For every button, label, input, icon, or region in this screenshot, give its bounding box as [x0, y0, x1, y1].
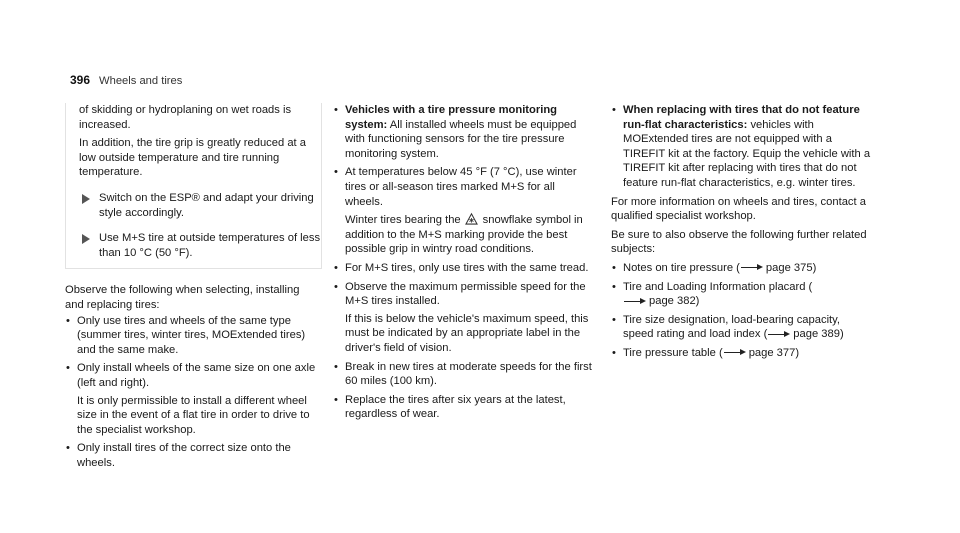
list-item-heading: When replacing with tires that do not feature run-flat characteristics: [623, 104, 860, 131]
related-subject-text: Tire and Loading Information placard ( [623, 280, 813, 293]
tire-rules-list [65, 314, 320, 471]
bullet: • [334, 166, 338, 179]
bullet: • [66, 362, 70, 375]
list-item-text: Only use tires and wheels of the same type (summer tires, winter tires, MOExtended tires) and the same make. [77, 314, 306, 356]
mountain-snowflake-icon [465, 212, 478, 225]
bullet: • [334, 104, 338, 116]
bullet: • [66, 442, 70, 455]
subtext-part: snowflake symbol in addition to the M+S marking provide the best possible grip in wintry road conditions. [345, 214, 583, 256]
action-text: Use M+S tire at outside temperatures of less than 10 °C (50 °F). [99, 232, 321, 259]
tire-rules-list-continued [333, 103, 595, 422]
list-item [65, 361, 320, 437]
page-reference-link[interactable] [767, 328, 843, 340]
list-item-text: Break in new tires at moderate speeds for the first 60 miles (100 km). [345, 360, 592, 388]
list-item-text: All installed wheels must be equipped with functioning sensors for the tire pressure monitoring system. [345, 118, 577, 160]
column-3 [611, 103, 871, 365]
bullet: • [612, 104, 616, 116]
action-text: Switch on the ESP® and adapt your driving style accordingly. [99, 191, 314, 219]
related-subject-item[interactable] [611, 280, 871, 309]
action-arrow-icon [82, 194, 90, 204]
bullet: • [66, 314, 70, 327]
page-reference-link[interactable] [723, 347, 799, 359]
cross-reference-arrow-icon [741, 264, 763, 272]
list-item [65, 314, 320, 358]
bullet: • [612, 346, 616, 359]
related-subjects-list [611, 261, 871, 361]
column-1 [65, 103, 320, 474]
list-item [333, 393, 595, 422]
list-item-heading: Vehicles with a tire pressure monitoring system: [345, 104, 557, 131]
bullet: • [334, 280, 338, 293]
related-subject-text: Tire pressure table ( [623, 346, 723, 359]
list-item-subtext [345, 212, 595, 257]
run-flat-list [611, 103, 871, 191]
action-arrow-icon [82, 234, 90, 244]
list-item-text: Only install wheels of the same size on one axle (left and right). [77, 362, 316, 389]
list-item [65, 441, 320, 470]
section-title: Wheels and tires [99, 75, 183, 87]
info-paragraph: Be sure to also observe the following further related subjects: [611, 228, 867, 256]
bullet: • [334, 360, 338, 373]
action-step [79, 191, 321, 220]
list-item-text: For M+S tires, only use tires with the same tread. [345, 261, 589, 274]
cross-reference-arrow-icon [624, 297, 646, 305]
column-2 [333, 103, 595, 426]
page-reference: page 375) [765, 261, 817, 274]
subtext-part: Winter tires bearing the [345, 214, 461, 227]
page-reference-link[interactable] [623, 295, 699, 307]
list-item [611, 103, 871, 191]
cross-reference-arrow-icon [768, 330, 790, 338]
list-item-text: Observe the maximum permissible speed for the M+S tires installed. [345, 280, 586, 308]
warning-text: of skidding or hydroplaning on wet roads is increased. [79, 104, 292, 131]
list-item [333, 280, 595, 356]
list-item-text: vehicles with MOExtended tires are not equipped with a TIREFIT kit at the factory. Equip the vehicle with a TIREFIT kit after replacing with tires that do not feature run-flat characteristics, e.g. winter tires. [623, 118, 871, 189]
related-subject-item[interactable] [611, 261, 871, 276]
info-paragraph: For more information on wheels and tires, contact a qualified specialist workshop. [611, 195, 866, 223]
list-item-subtext: If this is below the vehicle's maximum speed, this must be indicated by an appropriate label in the driver's field of vision. [345, 312, 589, 354]
action-step [79, 231, 321, 260]
page-reference: page 382) [649, 295, 700, 308]
page-reference: page 389) [793, 328, 844, 341]
list-item [333, 103, 595, 161]
related-subject-text: Notes on tire pressure ( [623, 261, 740, 274]
page-reference-link[interactable] [740, 262, 816, 274]
bullet: • [334, 261, 338, 274]
bullet: • [612, 313, 616, 326]
bullet: • [612, 261, 616, 274]
list-item-text: At temperatures below 45 °F (7 °C), use winter tires or all-season tires marked M+S for all wheels. [345, 166, 577, 208]
warning-box [65, 103, 322, 269]
cross-reference-arrow-icon [724, 349, 746, 357]
page-header [70, 73, 182, 89]
related-subject-text: Tire size designation, load-bearing capacity, speed rating and load index ( [623, 313, 841, 341]
page-number: 396 [70, 73, 91, 87]
bullet: • [612, 280, 616, 293]
bullet: • [334, 393, 338, 406]
list-item [333, 261, 595, 276]
list-item [333, 360, 595, 389]
page-reference: page 377) [748, 346, 800, 359]
list-item [333, 165, 595, 257]
list-item-text: Only install tires of the correct size onto the wheels. [77, 442, 291, 469]
list-item-text: Replace the tires after six years at the latest, regardless of wear. [345, 393, 566, 421]
list-item-subtext: It is only permissible to install a different wheel size in the event of a flat tire in order to drive to the specialist workshop. [77, 394, 310, 436]
related-subject-item[interactable] [611, 313, 871, 342]
related-subject-item[interactable] [611, 346, 871, 361]
warning-text: In addition, the tire grip is greatly reduced at a low outside temperature and tire running temperature. [79, 137, 306, 179]
observe-intro: Observe the following when selecting, installing and replacing tires: [65, 284, 300, 311]
